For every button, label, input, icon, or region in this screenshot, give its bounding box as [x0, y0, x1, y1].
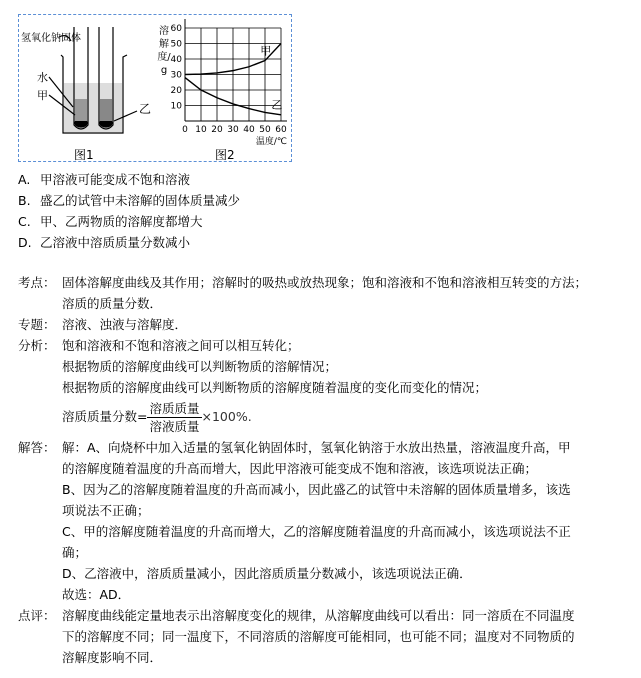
section-zhuanti: 专题： 溶液、浊液与溶解度．: [18, 317, 188, 332]
figure-box: [18, 14, 292, 162]
x-tick-label: 0: [182, 125, 188, 135]
option-a: A. 甲溶液可能变成不饱和溶液: [18, 172, 191, 187]
y-tick-label: 10: [170, 101, 182, 112]
y-tick-label: 30: [170, 70, 182, 81]
solubility-chart: [19, 15, 291, 147]
label-jia: 甲: [37, 89, 48, 102]
series-label: 乙: [271, 98, 283, 112]
section-kaodian: 考点： 固体溶解度曲线及其作用；溶解时的吸热或放热现象；饱和溶液和不饱和溶液相互转变的方法； 溶质的质量分数．: [18, 275, 588, 311]
option-d: D. 乙溶液中溶质质量分数减小: [18, 235, 191, 250]
x-tick-label: 40: [243, 125, 255, 135]
label-yi: 乙: [139, 102, 152, 116]
content: [18, 169, 638, 668]
figure-1-caption: 图1: [74, 148, 94, 162]
label-solid: 氢氧化钠固体: [21, 33, 81, 44]
x-tick-label: 30: [227, 125, 239, 135]
x-tick-label: 10: [195, 125, 207, 135]
x-tick-label: 60: [275, 125, 287, 135]
section-jieda: 解答： 解：A、向烧杯中加入适量的氢氧化钠固体时，氢氧化钠溶于水放出热量，溶液温度升高，甲 的溶解度随着温度的升高而增大，因此甲溶液可能变成不饱和溶液，该选项说法正确； B、因为乙的溶解度随着温度的升高而减小，因此盛乙的试管中未溶解的固体质量增多，该选 项说法不正确； C、甲的溶解度随着温度的升高而增大，乙的溶解度随着温度的升高而减小，该选项说法不正 确； D、乙溶液中，溶质质量减小，因此溶质质量分数减小，该选项说法正确． 故选：AD．: [18, 440, 571, 602]
y-tick-label: 20: [170, 86, 182, 96]
y-tick-label: 40: [170, 55, 182, 65]
section-fenxi: 分析： 饱和溶液和不饱和溶液之间可以相互转化； 根据物质的溶解度曲线可以判断物质的溶解情况； 根据物质的溶解度曲线可以判断物质的溶解度随着温度的变化而变化的情况； 溶质质量分数= $\frac{\text{溶质质量}}{\text{溶液质量}}\times 100\%$.: [18, 335, 638, 437]
formula: 溶质质量分数= $\frac{\text{溶质质量}}{\text{溶液质量}}\times 100\%$.: [62, 401, 252, 434]
y-tick-label: 60: [170, 24, 182, 34]
option-b: B. 盛乙的试管中未溶解的固体质量减少: [18, 193, 241, 208]
y-tick-label: 50: [170, 39, 182, 50]
option-c: C. 甲、乙两物质的溶解度都增大: [18, 214, 203, 229]
series-label: 甲: [260, 44, 272, 58]
x-tick-label: 20: [211, 125, 223, 135]
y-axis-label: 溶解度/g: [157, 26, 171, 76]
x-axis-label: 温度/℃: [255, 137, 287, 147]
section-dianping: 点评： 溶解度曲线能定量地表示出溶解度变化的规律，从溶解度曲线可以看出：同一溶质在不同温度 下的溶解度不同；同一温度下，不同溶质的溶解度可能相同，也可能不同；温度对不同物质的 溶解度影响不同．: [18, 608, 575, 665]
x-tick-label: 50: [259, 125, 271, 135]
options-list: [18, 169, 638, 253]
label-water: 水: [37, 71, 48, 84]
figure-2-caption: 图2: [215, 148, 235, 162]
